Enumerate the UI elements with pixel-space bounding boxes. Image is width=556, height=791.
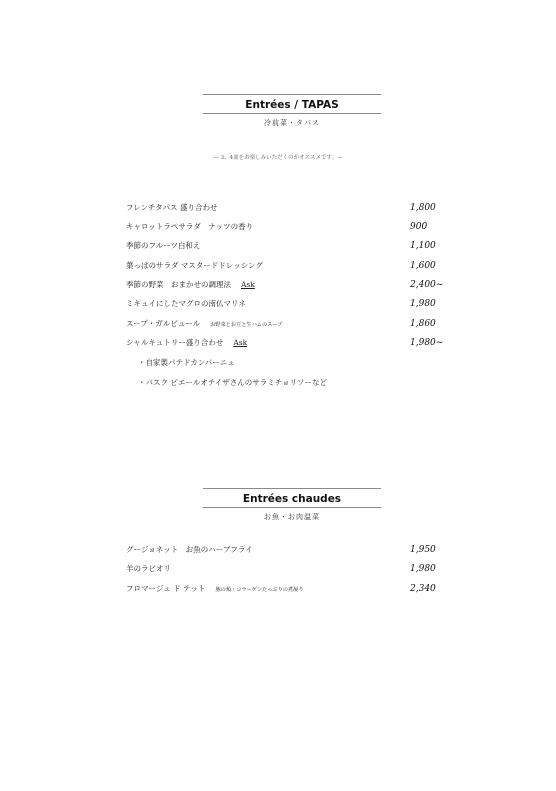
menu-item bbox=[126, 239, 436, 253]
menu-item bbox=[126, 562, 436, 576]
menu-item bbox=[126, 201, 436, 215]
menu-item-price: 1,980~ bbox=[410, 338, 444, 348]
menu-item-price: 1,100 bbox=[410, 241, 436, 251]
section-subtitle: 冷前菜・タパス bbox=[264, 119, 320, 127]
menu-item-description: お野菜とお豆と生ハムのスープ bbox=[210, 322, 283, 328]
menu-item-price: 900 bbox=[410, 222, 428, 232]
recommendation-note: — 3、4皿をお楽しみいただくのがオススメです。— bbox=[213, 155, 343, 161]
ask-link[interactable]: Ask bbox=[241, 280, 255, 289]
menu-item-name: 葉っぱのサラダ マスタードドレッシング bbox=[126, 261, 263, 270]
menu-item-name: キャロットラペサラダ ナッツの香り bbox=[126, 222, 254, 231]
menu-item-price: 1,980 bbox=[410, 564, 436, 574]
menu-item-name: フロマージュ ド テット bbox=[126, 584, 206, 593]
menu-item bbox=[126, 259, 436, 273]
menu-item bbox=[126, 220, 436, 234]
menu-item-name: グージョネット お魚のハーブフライ bbox=[126, 545, 253, 554]
menu-item bbox=[126, 336, 444, 350]
ask-link[interactable]: Ask bbox=[233, 338, 248, 347]
menu-item bbox=[126, 317, 436, 331]
menu-item bbox=[126, 582, 436, 596]
section-subtitle: お魚・お肉温菜 bbox=[264, 513, 320, 521]
menu-item-price: 2,340 bbox=[410, 584, 436, 594]
menu-item bbox=[126, 278, 444, 292]
menu-item-name: フレンチタパス 盛り合わせ bbox=[126, 203, 218, 212]
menu-sub-item: ・自家製パテドカンパーニュ bbox=[138, 358, 235, 367]
menu-item-price: 1,600 bbox=[410, 261, 436, 271]
menu-item-price: 1,800 bbox=[410, 203, 436, 213]
menu-item bbox=[126, 297, 436, 311]
menu-item-name: スープ・ガルビュール bbox=[126, 319, 201, 328]
menu-item bbox=[126, 543, 436, 557]
menu-sub-item: ・バスク ピエールオテイザさんのサラミチョリソーなど bbox=[138, 378, 327, 387]
menu-item-name: ミキュイにしたマグロの南仏マリネ bbox=[126, 299, 246, 308]
menu-item-price: 1,950 bbox=[410, 545, 436, 555]
section-title: Entrées / TAPAS bbox=[245, 99, 339, 111]
menu-item-price: 1,860 bbox=[410, 319, 436, 329]
menu-item-name: シャルキュトリー盛り合わせ bbox=[126, 338, 224, 347]
menu-item-name: 季節のフルーツ白和え bbox=[126, 241, 201, 250]
menu-item-price: 1,980 bbox=[410, 299, 436, 309]
menu-item-name: 羊のラビオリ bbox=[126, 564, 171, 573]
menu-item-description: 豚の頬・コラーゲンたっぷりの煮凝り bbox=[215, 587, 304, 593]
menu-item-price: 2,400~ bbox=[410, 280, 444, 290]
section-title: Entrées chaudes bbox=[242, 493, 342, 505]
menu-item-name: 季節の野菜 おまかせの調理法 bbox=[126, 280, 231, 289]
section-header-entrees-tapas bbox=[203, 94, 381, 129]
section-header-entrees-chaudes bbox=[203, 488, 381, 523]
